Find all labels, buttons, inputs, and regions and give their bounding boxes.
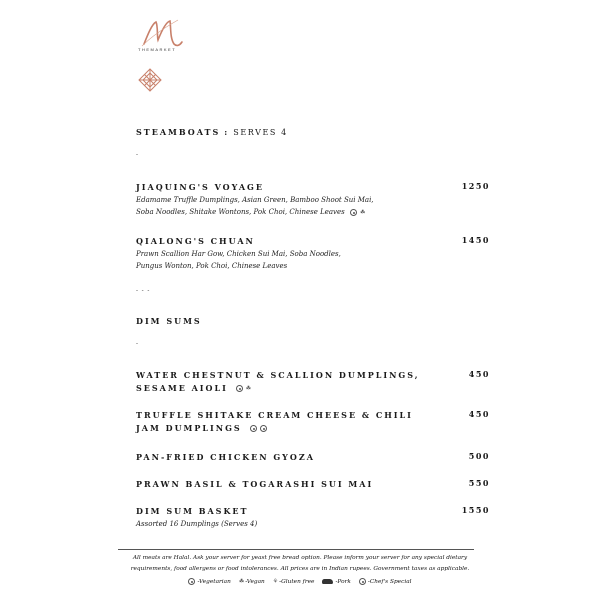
item-desc: Assorted 16 Dumplings (Serves 4): [136, 519, 258, 528]
item-name: WATER CHESTNUT & SCALLION DUMPLINGS,: [136, 370, 420, 380]
item-price: 500: [468, 451, 490, 461]
vegan-icon: ☘: [238, 578, 245, 585]
item-desc: Prawn Scallion Har Gow, Chicken Sui Mai, Soba Noodles,: [136, 249, 341, 258]
section-title-dimsums: DIM SUMS: [136, 316, 202, 326]
footer-note: [118, 553, 482, 574]
legend-label: -Vegan: [245, 579, 265, 585]
dietary-legend: [118, 578, 482, 585]
footer-line: requirements, food allergens or food intolerances. All prices are in Indian rupees. Government taxes as applicable.: [130, 565, 470, 572]
pork-icon: [322, 579, 333, 584]
legend-gluten-free: [273, 578, 315, 585]
brand-caption: THEMARKET: [138, 47, 177, 52]
diamond-emblem-icon: [138, 68, 162, 92]
chefs-special-icon: [260, 425, 267, 432]
footer-line: All meats are Halal. Ask your server for yeast free bread option. Please inform your server for any special dietary: [132, 555, 468, 561]
item-price: 450: [468, 369, 490, 379]
item-price: 1250: [461, 181, 490, 191]
vegetarian-icon: [350, 209, 357, 216]
item-desc-text: Soba Noodles, Shitake Wontons, Pok Choi, Chinese Leaves: [136, 208, 345, 216]
item-name: DIM SUM BASKET: [136, 506, 249, 516]
vegetarian-icon: [250, 425, 257, 432]
item-price: 1450: [461, 235, 490, 245]
footer-divider: [118, 549, 474, 550]
divider-mark: - - -: [136, 288, 151, 294]
item-name-line2: [136, 382, 492, 395]
item-name: JIAQUING'S VOYAGE: [136, 182, 264, 192]
item-price: 450: [468, 409, 490, 419]
vegan-icon: ☘: [245, 385, 254, 392]
legend-vegan: [239, 578, 265, 585]
legend-pork: [322, 579, 350, 585]
menu-item: [136, 478, 492, 491]
item-price: 550: [468, 478, 490, 488]
menu-item: [136, 369, 492, 394]
item-name: PAN-FRIED CHICKEN GYOZA: [136, 452, 315, 462]
steamboats-title: STEAMBOATS: [136, 127, 221, 137]
legend-label: -Gluten free: [279, 579, 315, 585]
legend-label: -Vegetarian: [197, 579, 231, 585]
menu-item: [136, 235, 492, 273]
chefs-special-icon: [359, 578, 366, 585]
item-price: 1550: [461, 505, 490, 515]
item-name: TRUFFLE SHITAKE CREAM CHEESE & CHILI: [136, 410, 413, 420]
item-name-text: SESAME AIOLI: [136, 382, 228, 393]
menu-item: [136, 409, 492, 434]
vegetarian-icon: [188, 578, 195, 585]
steamboats-subtitle: SERVES 4: [233, 128, 288, 137]
legend-chefs-special: [359, 578, 412, 585]
item-name-text: JAM DUMPLINGS: [136, 422, 242, 433]
menu-item: [136, 181, 492, 219]
divider-mark: -: [136, 152, 139, 158]
item-desc: Edamame Truffle Dumplings, Asian Green, Bamboo Shoot Sui Mai,: [136, 195, 374, 204]
legend-vegetarian: [188, 578, 230, 585]
vegan-icon: ☘: [359, 208, 366, 216]
item-desc: Pungus Wonton, Pok Choi, Chinese Leaves: [136, 262, 288, 270]
legend-label: -Pork: [335, 578, 351, 585]
item-desc-line2: [136, 206, 492, 219]
item-name-line2: [136, 422, 492, 435]
section-title-steamboats: STEAMBOATS : SERVES 4: [136, 127, 288, 137]
item-name: QIALONG'S CHUAN: [136, 236, 255, 246]
legend-label: -Chef's Special: [367, 579, 412, 585]
divider-mark: -: [136, 341, 139, 347]
menu-item: [136, 451, 492, 464]
gluten-free-icon: ⚘: [272, 578, 279, 585]
item-name: PRAWN BASIL & TOGARASHI SUI MAI: [136, 479, 374, 489]
vegetarian-icon: [236, 385, 243, 392]
menu-item: [136, 505, 492, 530]
